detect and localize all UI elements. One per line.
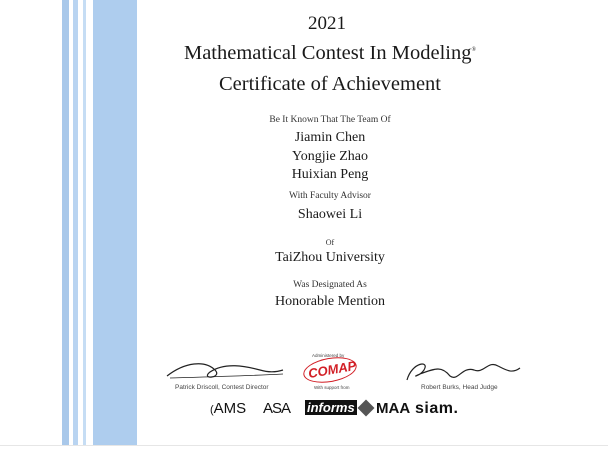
designation: Honorable Mention — [274, 294, 386, 309]
team-member-3: Huixian Peng — [291, 167, 369, 182]
maa-logo: MAA — [376, 400, 411, 417]
university-name: TaiZhou University — [275, 250, 385, 265]
certificate-year: 2021 — [308, 13, 346, 34]
siam-logo: siam. — [415, 400, 459, 417]
stripe-3 — [83, 0, 86, 445]
sponsor-logos — [210, 400, 470, 424]
team-member-1: Jiamin Chen — [294, 130, 366, 145]
comap-bottom-caption: With support from — [314, 385, 350, 390]
asa-logo: ASA — [263, 400, 291, 417]
decorative-stripes — [62, 0, 138, 445]
right-signature — [402, 356, 522, 386]
stripe-1 — [62, 0, 69, 445]
contest-name: Mathematical Contest In Modeling — [183, 42, 472, 64]
contest-title — [184, 42, 476, 65]
advisor-label: With Faculty Advisor — [289, 191, 371, 201]
of-label: Of — [325, 238, 335, 247]
maa-diamond-icon — [358, 400, 375, 417]
left-signer-caption: Patrick Driscoll, Contest Director — [175, 384, 269, 391]
intro-text: Be It Known That The Team Of — [269, 115, 391, 125]
right-signer-caption: Robert Burks, Head Judge — [421, 384, 498, 391]
informs-logo: informs — [307, 400, 355, 415]
team-member-2: Yongjie Zhao — [292, 149, 368, 164]
ams-logo: (AMS — [210, 400, 247, 417]
comap-top-caption: Administered by — [312, 353, 345, 358]
comap-logo: COMAP — [307, 357, 358, 382]
certificate-title: Certificate of Achievement — [219, 73, 441, 95]
stripe-4 — [93, 0, 137, 445]
faculty-advisor: Shaowei Li — [297, 207, 363, 222]
left-signature — [165, 358, 285, 384]
stripe-2 — [73, 0, 78, 445]
page-bottom-edge — [0, 445, 608, 446]
registered-mark: ® — [471, 47, 477, 54]
designated-label: Was Designated As — [293, 280, 367, 290]
